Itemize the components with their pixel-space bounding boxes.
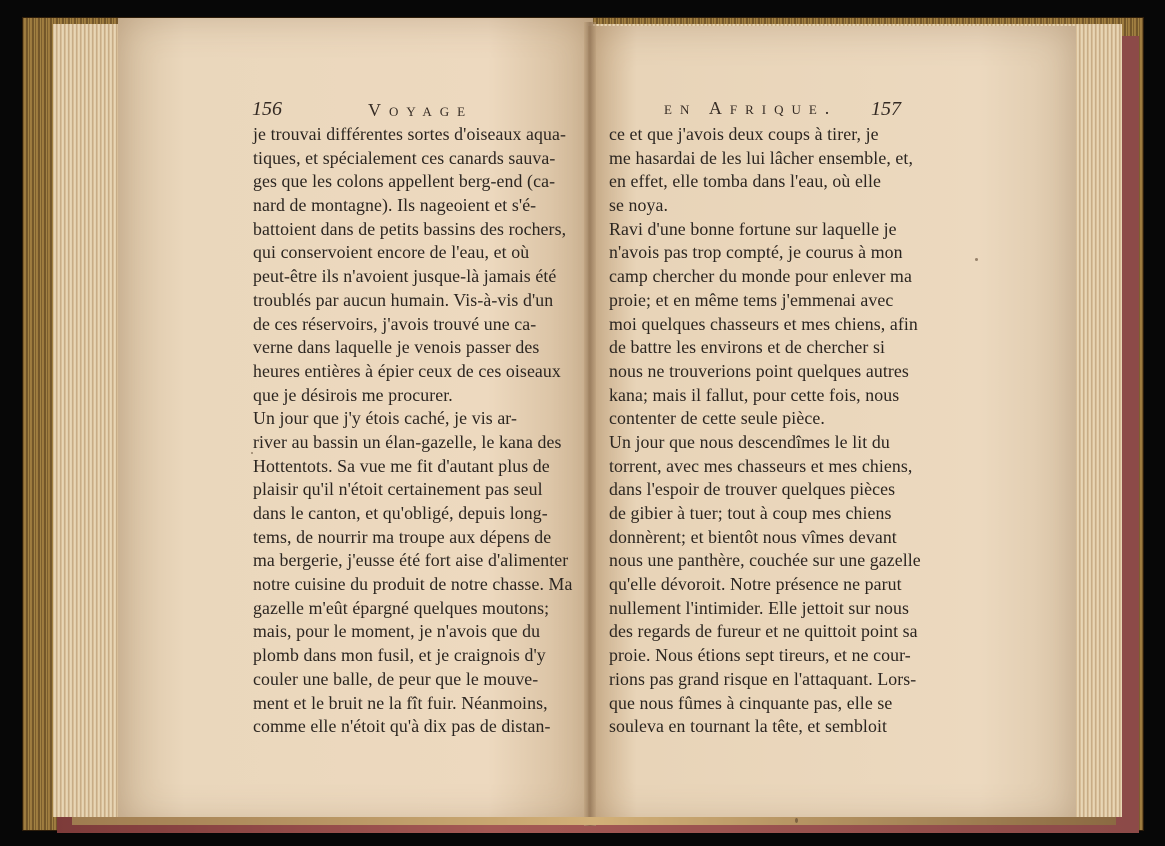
left-text-line-25: ment et le bruit ne la fît fuir. Néanmoins, <box>253 692 548 713</box>
left-text-line-18: tems, de nourrir ma troupe aux dépens de <box>253 526 552 547</box>
right-text-line-4: se noya. <box>609 195 669 216</box>
left-text-line-14: river au bassin un élan-gazelle, le kana des <box>253 431 562 452</box>
right-text-line-11: nous ne trouverions point quelques autres <box>609 360 909 381</box>
right-text-line-8: proie; et en même tems j'emmenai avec <box>609 289 894 310</box>
paper-speck <box>795 818 798 823</box>
right-text-line-16: dans l'espoir de trouver quelques pièces <box>609 479 896 500</box>
right-text-line-17: de gibier à tuer; tout à coup mes chiens <box>609 503 892 523</box>
right-text-line-3: en effet, elle tomba dans l'eau, où elle <box>609 171 882 192</box>
left-text-line-12: que je désirois me procurer. <box>253 384 453 405</box>
right-page-text <box>609 123 921 739</box>
left-text-line-6: qui conservoient encore de l'eau, et où <box>253 242 530 263</box>
left-text-line-17: dans le canton, et qu'obligé, depuis long- <box>253 503 548 523</box>
right-text-line-13: contenter de cette seule pièce. <box>609 408 825 429</box>
paper-speck <box>251 452 253 454</box>
left-text-line-19: ma bergerie, j'eusse été fort aise d'alimenter <box>253 550 569 571</box>
right-page-number: 157 <box>871 98 901 120</box>
left-page-text <box>253 123 571 739</box>
right-text-line-22: des regards de fureur et ne quittoit point sa <box>609 621 918 642</box>
left-running-head: Voyage <box>368 100 474 120</box>
right-text-line-24: rions pas grand risque en l'attaquant. Lors- <box>609 668 917 689</box>
right-text-line-25: que nous fûmes à cinquante pas, elle se <box>609 692 893 713</box>
book-gutter <box>584 22 596 826</box>
left-text-line-8: troublés par aucun humain. Vis-à-vis d'un <box>253 289 554 310</box>
right-text-line-5: Ravi d'une bonne fortune sur laquelle je <box>609 218 897 239</box>
right-text-line-26: souleva en tournant la tête, et sembloit <box>609 716 888 737</box>
left-text-line-16: plaisir qu'il n'étoit certainement pas seul <box>253 479 543 500</box>
bottom-page-edge <box>72 817 1116 825</box>
left-text-line-11: heures entières à épier ceux de ces oiseaux <box>253 360 561 381</box>
right-text-line-20: qu'elle dévoroit. Notre présence ne parut <box>609 574 902 595</box>
right-text-line-18: donnèrent; et bientôt nous vîmes devant <box>609 526 897 547</box>
right-running-head: en Afrique. <box>664 98 838 118</box>
left-text-line-3: ges que les colons appellent berg-end (ca- <box>253 171 556 192</box>
paper-speck <box>975 258 978 261</box>
right-text-line-9: moi quelques chasseurs et mes chiens, afin <box>609 313 918 334</box>
left-text-line-7: peut-être ils n'avoient jusque-là jamais été <box>253 266 557 287</box>
right-text-line-14: Un jour que nous descendîmes le lit du <box>609 431 890 452</box>
right-text-line-12: kana; mais il fallut, pour cette fois, nous <box>609 384 900 405</box>
right-text-line-10: de battre les environs et de chercher si <box>609 337 886 358</box>
left-text-line-2: tiques, et spécialement ces canards sauva- <box>253 147 556 168</box>
left-text-line-22: mais, pour le moment, je n'avois que du <box>253 621 541 642</box>
right-text-line-15: torrent, avec mes chasseurs et mes chiens, <box>609 455 913 476</box>
left-text-line-21: gazelle m'eût épargné quelques moutons; <box>253 597 550 618</box>
right-text-line-2: me hasardai de les lui lâcher ensemble, et, <box>609 147 913 168</box>
left-text-line-20: notre cuisine du produit de notre chasse. Ma <box>253 574 573 595</box>
right-text-line-21: nullement l'intimider. Elle jettoit sur nous <box>609 597 909 618</box>
left-text-line-15: Hottentots. Sa vue me fit d'autant plus de <box>253 455 550 476</box>
left-text-line-24: couler une balle, de peur que le mouve- <box>253 668 539 689</box>
right-text-line-23: proie. Nous étions sept tireurs, et ne cour- <box>609 645 911 666</box>
right-text-line-1: ce et que j'avois deux coups à tirer, je <box>609 124 879 144</box>
right-text-line-7: camp chercher du monde pour enlever ma <box>609 266 912 287</box>
left-text-line-13: Un jour que j'y étois caché, je vis ar- <box>253 408 517 429</box>
right-text-line-19: nous une panthère, couchée sur une gazelle <box>609 550 921 571</box>
left-text-line-1: je trouvai différentes sortes d'oiseaux aqua- <box>253 124 567 144</box>
left-text-line-10: verne dans laquelle je venois passer des <box>253 337 540 358</box>
left-text-line-5: battoient dans de petits bassins des rochers, <box>253 218 567 239</box>
right-text-line-6: n'avois pas trop compté, je courus à mon <box>609 242 903 263</box>
left-text-line-4: nard de montagne). Ils nageoient et s'é- <box>253 195 537 216</box>
left-text-line-23: plomb dans mon fusil, et je craignois d'y <box>253 645 546 666</box>
left-page-number: 156 <box>252 98 282 120</box>
left-text-line-26: comme elle n'étoit qu'à dix pas de distan- <box>253 716 551 737</box>
left-text-line-9: de ces réservoirs, j'avois trouvé une ca- <box>253 313 537 334</box>
